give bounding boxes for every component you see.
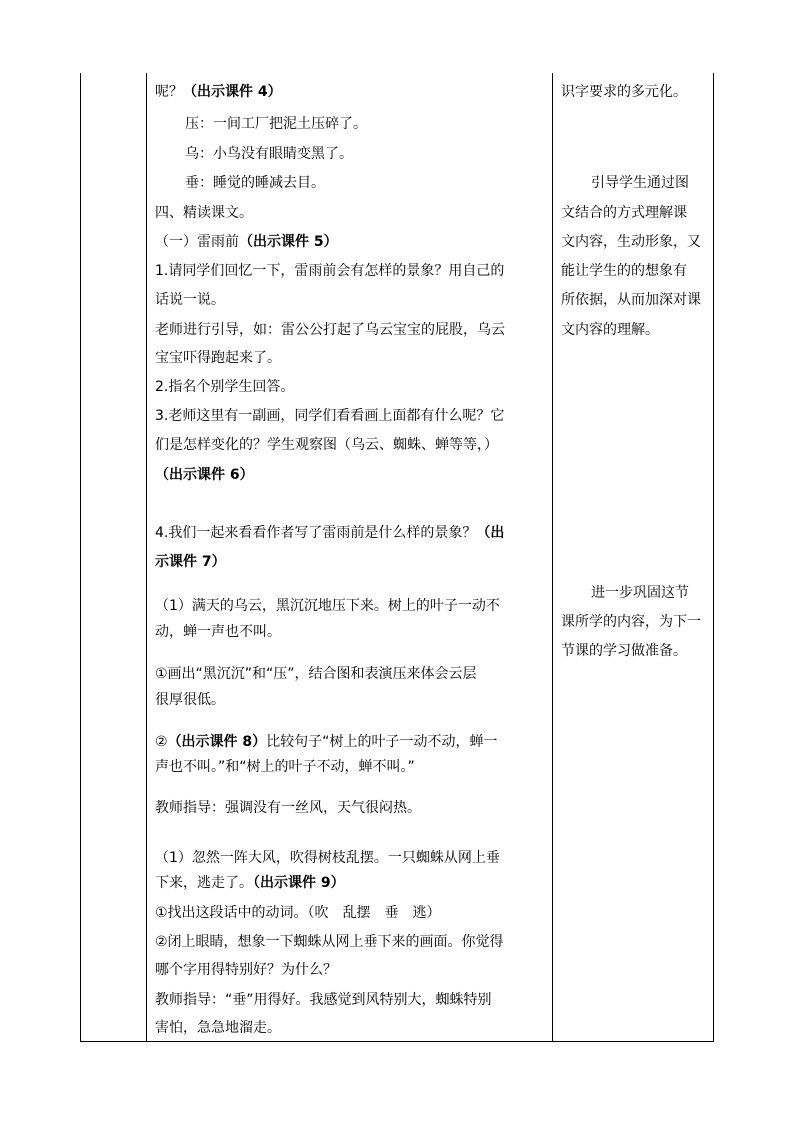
table-bottom-border (80, 1041, 714, 1042)
text-line: 下来，逃走了。（出示课件 9） (155, 875, 345, 891)
text-line: ②闭上眼睛，想象一下蜘蛛从网上垂下来的画面。你觉得 (155, 934, 504, 950)
text-line: 压：一间工厂把泥土压碎了。 (185, 116, 367, 132)
text-line: 教师指导：“垂”用得好。我感觉到风特别大，蜘蛛特别 (155, 992, 492, 1008)
courseware-marker: 示课件 7） (155, 554, 226, 570)
text-line: 声也不叫。”和“树上的叶子不动，蝉不叫。” (155, 759, 415, 775)
text-line: 教师指导：强调没有一丝风，天气很闷热。 (155, 800, 421, 816)
text-line: ①画出“黑沉沉”和“压”，结合图和表演压来体会云层 (155, 666, 477, 682)
text-line: 呢？（出示课件 4） (155, 84, 282, 100)
note-line: 文内容的理解。 (561, 322, 659, 338)
note-line: 进一步巩固这节 (591, 585, 689, 601)
text-line: 害怕，急急地溜走。 (155, 1020, 281, 1036)
subsection-heading: （一）雷雨前（出示课件 5） (155, 234, 338, 250)
column-divider-1 (146, 73, 147, 1042)
note-line: 能让学生的的想象有 (561, 263, 687, 279)
column-divider-2 (552, 73, 553, 1042)
table-right-border (713, 73, 714, 1042)
text-line: 垂：睡觉的睡减去目。 (185, 175, 325, 191)
text-line: 哪个字用得特别好？为什么？ (155, 962, 337, 978)
note-line: 文内容，生动形象，又 (561, 234, 701, 250)
table-left-border (80, 73, 81, 1042)
text-line: 1.请同学们回忆一下，雷雨前会有怎样的景象？用自己的 (155, 263, 505, 279)
note-line: 引导学生通过图 (591, 175, 689, 191)
text-line: ①找出这段话中的动词。（吹 乱摆 垂 逃） (155, 905, 441, 921)
text-line: 很厚很低。 (155, 692, 225, 708)
note-line: 所依据，从而加深对课 (561, 292, 701, 308)
text-line: 话说一说。 (155, 292, 225, 308)
note-line: 文结合的方式理解课 (561, 205, 687, 221)
text-line: ②（出示课件 8）比较句子“树上的叶子一动不动，蝉一 (155, 734, 498, 750)
text-line: 2.指名个别学生回答。 (155, 379, 295, 395)
note-line: 识字要求的多元化。 (561, 84, 687, 100)
text-line: 老师进行引导，如：雷公公打起了乌云宝宝的屁股，乌云 (155, 322, 505, 338)
text-line: 乌：小鸟没有眼睛变黑了。 (185, 146, 353, 162)
section-heading: 四、精读课文。 (155, 205, 253, 221)
note-line: 课所学的内容，为下一 (561, 614, 701, 630)
text-line: 们是怎样变化的？学生观察图（乌云、蜘蛛、蝉等等，） (155, 437, 498, 453)
courseware-marker: （出示课件 6） (155, 467, 254, 483)
text-line: 4.我们一起来看看作者写了雷雨前是什么样的景象？（出 (155, 525, 505, 541)
text-line: 宝宝吓得跑起来了。 (155, 350, 281, 366)
text-line: 动，蝉一声也不叫。 (155, 624, 281, 640)
text-line: 3.老师这里有一副画，同学们看看画上面都有什么呢？它 (155, 408, 505, 424)
note-line: 节课的学习做准备。 (561, 643, 687, 659)
text-line: （1）忽然一阵大风，吹得树枝乱摆。一只蜘蛛从网上垂 (155, 850, 500, 866)
text-line: （1）满天的乌云，黑沉沉地压下来。树上的叶子一动不 (155, 598, 500, 614)
